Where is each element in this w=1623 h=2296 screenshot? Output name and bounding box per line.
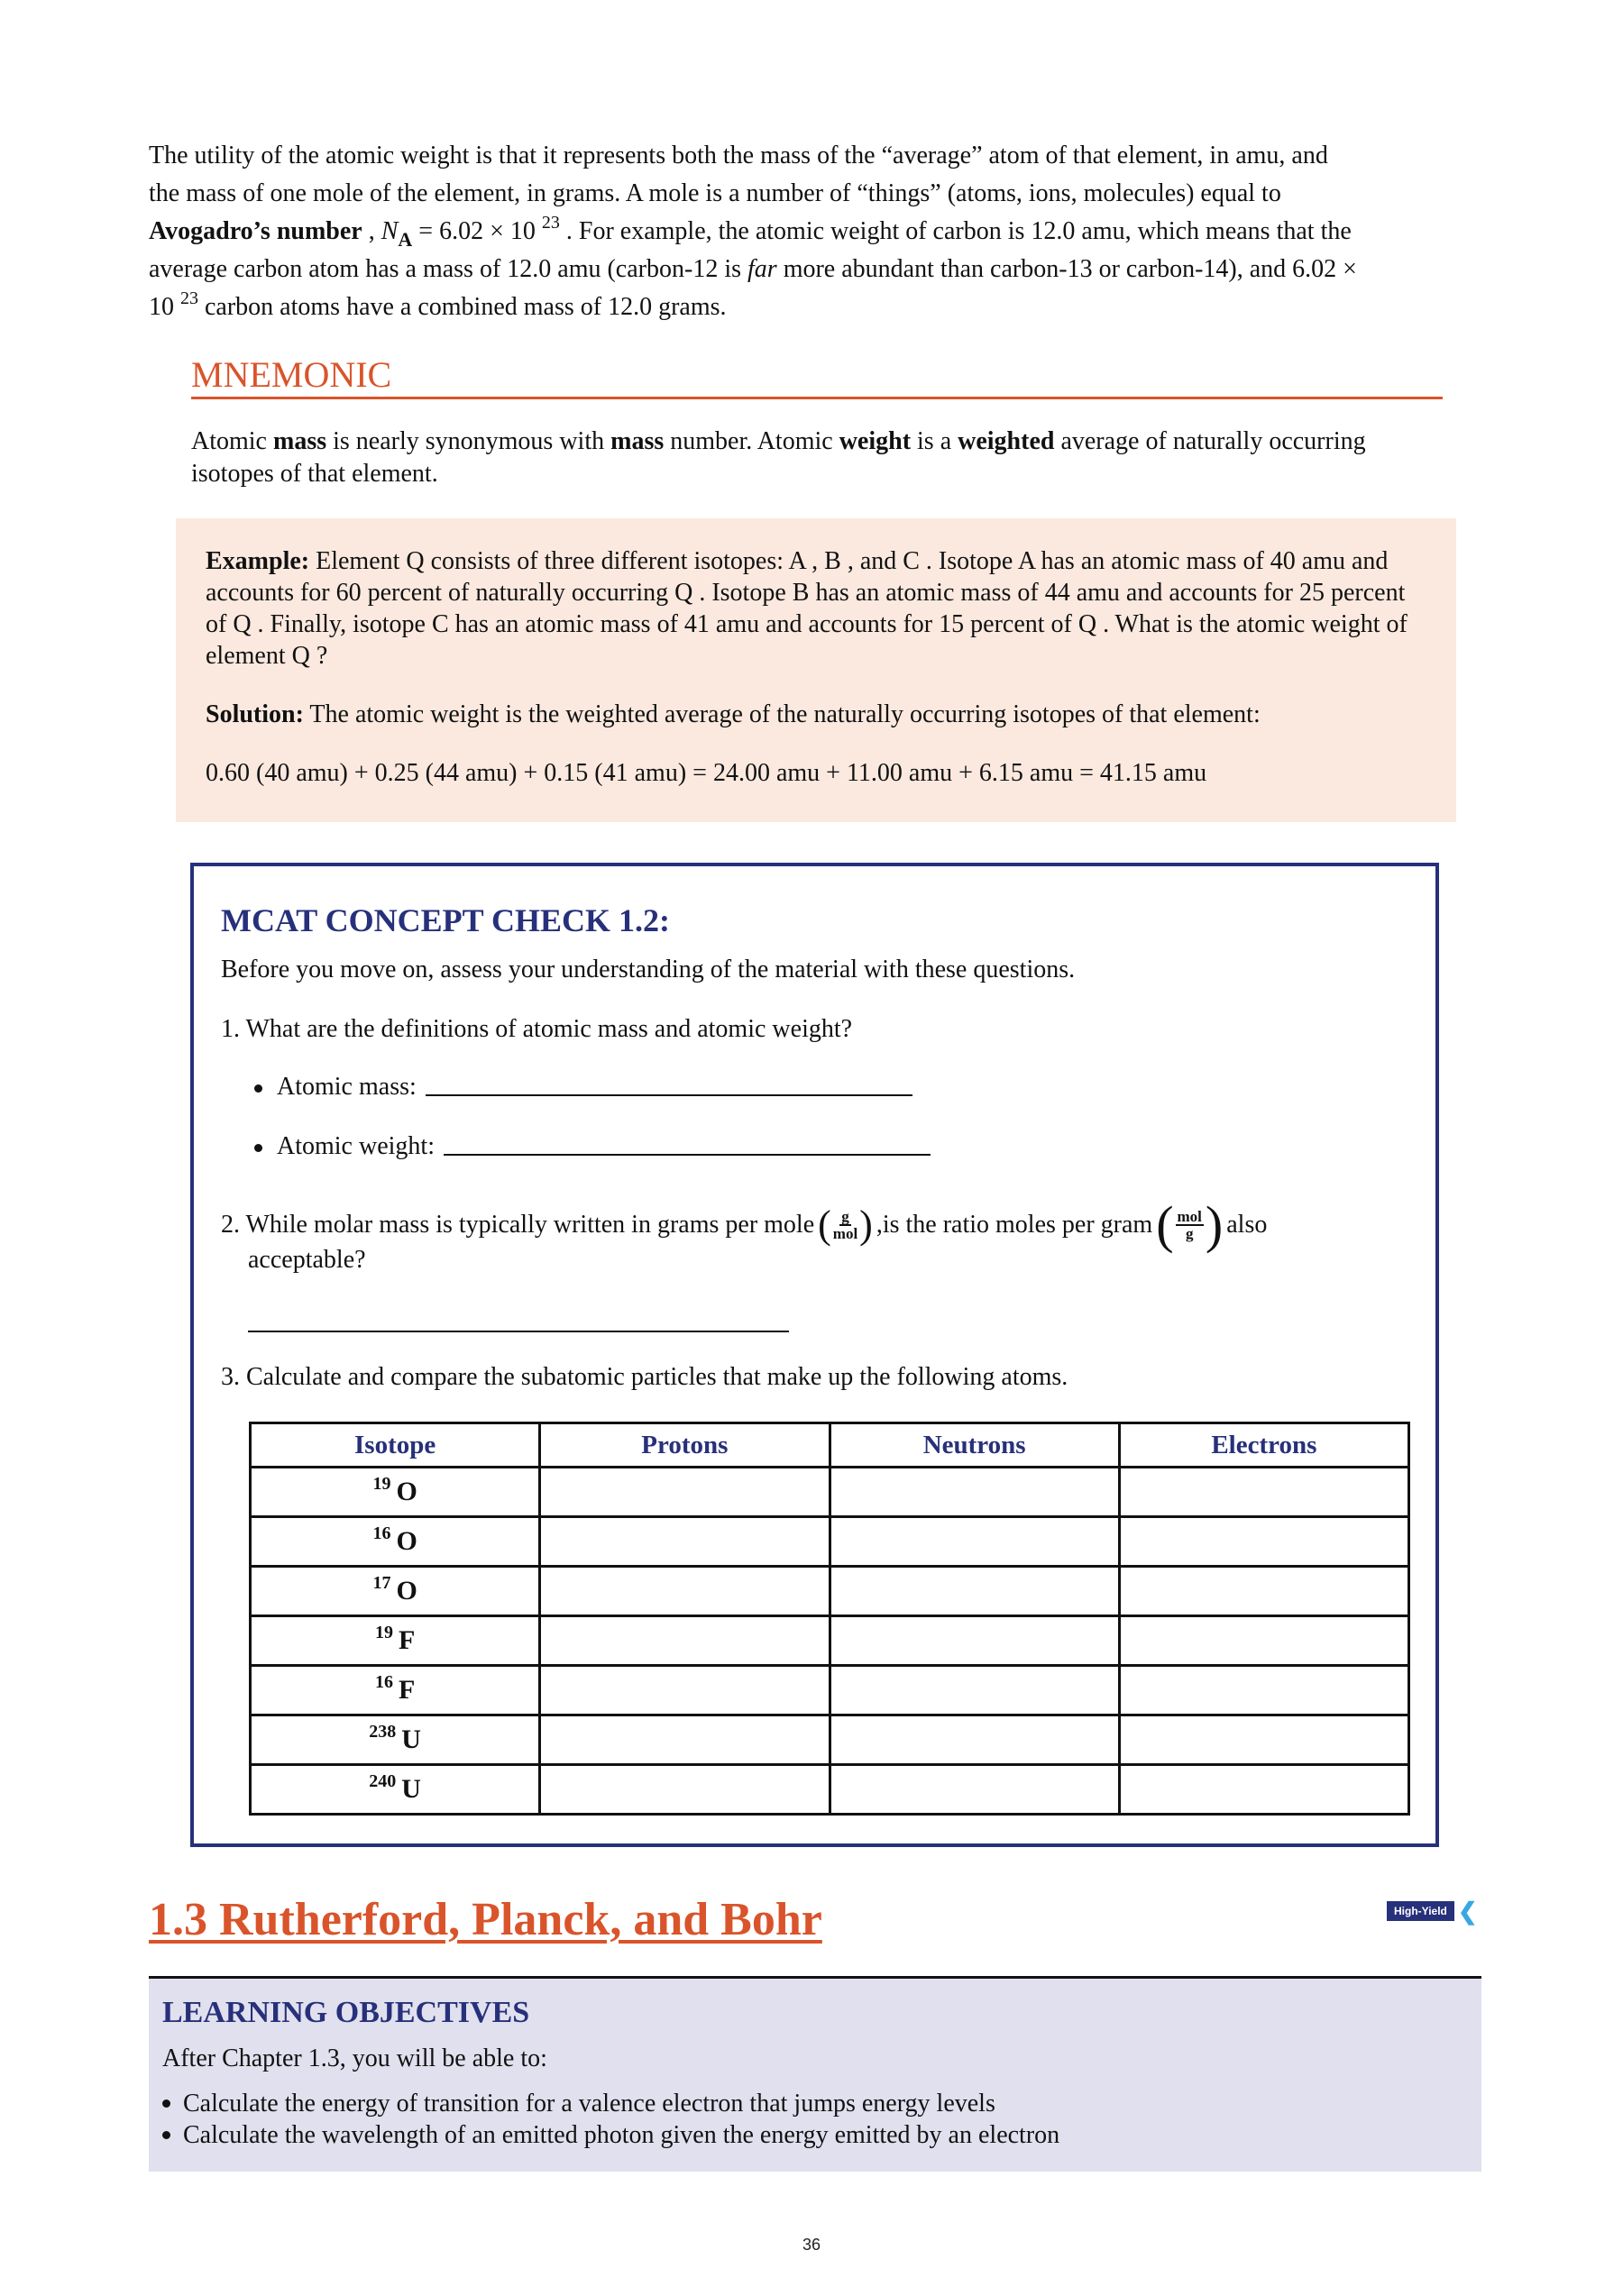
element-symbol: U bbox=[401, 1774, 421, 1804]
mass-number: 240 bbox=[369, 1771, 397, 1791]
bold-term: weighted bbox=[958, 427, 1055, 455]
example-label: Example: bbox=[206, 547, 310, 575]
element-symbol: F bbox=[398, 1675, 416, 1705]
mass-number: 238 bbox=[369, 1722, 397, 1742]
protons-cell[interactable] bbox=[540, 1517, 830, 1567]
fraction-g-per-mol: ( g mol ) bbox=[818, 1203, 873, 1247]
answer-blank-question-2[interactable] bbox=[248, 1331, 789, 1332]
electrons-cell[interactable] bbox=[1119, 1616, 1408, 1666]
element-symbol: O bbox=[396, 1576, 417, 1605]
bold-term: weight bbox=[839, 427, 912, 455]
answer-atomic-mass bbox=[254, 1073, 912, 1102]
element-symbol: O bbox=[396, 1526, 417, 1556]
mass-number: 17 bbox=[372, 1573, 391, 1593]
fraction-numerator: g bbox=[841, 1208, 849, 1225]
electrons-cell[interactable] bbox=[1119, 1765, 1408, 1815]
answer-blank-atomic-mass[interactable] bbox=[426, 1093, 912, 1096]
question-3: 3. Calculate and compare the subatomic particles that make up the following atoms. bbox=[221, 1363, 1068, 1391]
intro-line: The utility of the atomic weight is that it represents both the mass of the “average” atom of that element, in amu, and bbox=[149, 142, 1328, 169]
exponent: 23 bbox=[180, 288, 198, 308]
text: Atomic bbox=[191, 427, 273, 455]
fraction-mol-per-g: ( mol g ) bbox=[1156, 1195, 1224, 1254]
intro-line bbox=[149, 251, 1501, 288]
isotope-table bbox=[249, 1422, 1410, 1816]
text: average of naturally occurring isotopes of that element. bbox=[191, 427, 1366, 488]
fraction-numerator: mol bbox=[1177, 1208, 1202, 1225]
header-electrons: Electrons bbox=[1119, 1423, 1408, 1468]
answer-label: Atomic mass: bbox=[277, 1073, 417, 1101]
bullet-icon bbox=[254, 1084, 262, 1093]
protons-cell[interactable] bbox=[540, 1666, 830, 1715]
example-question bbox=[206, 545, 1432, 672]
mnemonic-text bbox=[191, 425, 1444, 490]
example-calculation: 0.60 (40 amu) + 0.25 (44 amu) + 0.15 (41 amu) = 24.00 amu + 11.00 amu + 6.15 amu = 41.15 amu bbox=[206, 759, 1207, 787]
answer-blank-atomic-weight[interactable] bbox=[444, 1153, 931, 1156]
emphasis: far bbox=[747, 255, 777, 283]
neutrons-cell[interactable] bbox=[830, 1616, 1119, 1666]
question-1: 1. What are the definitions of atomic mass and atomic weight? bbox=[221, 1015, 853, 1043]
text: 10 bbox=[149, 293, 180, 321]
electrons-cell[interactable] bbox=[1119, 1517, 1408, 1567]
learning-objectives-list bbox=[162, 2088, 1059, 2151]
table-row bbox=[251, 1765, 1409, 1815]
mass-number: 19 bbox=[372, 1474, 391, 1494]
avogadro-subscript: A bbox=[398, 228, 413, 251]
protons-cell[interactable] bbox=[540, 1616, 830, 1666]
electrons-cell[interactable] bbox=[1119, 1715, 1408, 1765]
list-item bbox=[162, 2088, 1059, 2119]
isotope-cell bbox=[251, 1468, 540, 1517]
neutrons-cell[interactable] bbox=[830, 1468, 1119, 1517]
concept-check-title: MCAT CONCEPT CHECK 1.2: bbox=[221, 902, 671, 938]
concept-check-intro: Before you move on, assess your understanding of the material with these questions. bbox=[221, 956, 1076, 983]
protons-cell[interactable] bbox=[540, 1715, 830, 1765]
table-row bbox=[251, 1715, 1409, 1765]
text: also bbox=[1226, 1211, 1268, 1239]
bullet-icon bbox=[162, 2131, 170, 2139]
element-symbol: F bbox=[398, 1625, 416, 1655]
chevron-left-icon: ❮ bbox=[1457, 1898, 1478, 1925]
table-row bbox=[251, 1517, 1409, 1567]
answer-label: Atomic weight: bbox=[277, 1132, 435, 1160]
bullet-icon bbox=[254, 1144, 262, 1152]
element-symbol: O bbox=[396, 1477, 417, 1506]
isotope-cell bbox=[251, 1567, 540, 1616]
neutrons-cell[interactable] bbox=[830, 1517, 1119, 1567]
mnemonic-heading: MNEMONIC bbox=[191, 354, 392, 395]
neutrons-cell[interactable] bbox=[830, 1567, 1119, 1616]
neutrons-cell[interactable] bbox=[830, 1666, 1119, 1715]
bold-term: mass bbox=[273, 427, 327, 455]
text: is nearly synonymous with bbox=[326, 427, 611, 455]
header-protons: Protons bbox=[540, 1423, 830, 1468]
section-title: 1.3 Rutherford, Planck, and Bohr bbox=[149, 1894, 822, 1945]
avogadro-term: Avogadro’s number bbox=[149, 217, 362, 245]
example-solution bbox=[206, 699, 1432, 730]
answer-atomic-weight bbox=[254, 1132, 931, 1161]
protons-cell[interactable] bbox=[540, 1468, 830, 1517]
text: more abundant than carbon-13 or carbon-14), and 6.02 × bbox=[776, 255, 1357, 283]
high-yield-label: High-Yield bbox=[1387, 1901, 1454, 1921]
mass-number: 19 bbox=[374, 1623, 393, 1642]
header-isotope: Isotope bbox=[251, 1423, 540, 1468]
mass-number: 16 bbox=[374, 1672, 393, 1692]
fraction-denominator: mol bbox=[832, 1225, 858, 1242]
fraction-denominator: g bbox=[1185, 1225, 1194, 1242]
question-2-continued: acceptable? bbox=[248, 1246, 366, 1274]
isotope-cell bbox=[251, 1715, 540, 1765]
intro-line bbox=[149, 288, 1501, 326]
example-box bbox=[176, 518, 1456, 822]
text: carbon atoms have a combined mass of 12.0 grams. bbox=[198, 293, 727, 321]
protons-cell[interactable] bbox=[540, 1567, 830, 1616]
table-row bbox=[251, 1666, 1409, 1715]
page-number: 36 bbox=[802, 2236, 821, 2254]
solution-label: Solution: bbox=[206, 700, 304, 728]
element-symbol: U bbox=[401, 1724, 421, 1754]
learning-objectives-title: LEARNING OBJECTIVES bbox=[162, 1996, 530, 2029]
intro-paragraph bbox=[149, 137, 1501, 326]
text: 2. While molar mass is typically written in grams per mole bbox=[221, 1211, 815, 1239]
table-row bbox=[251, 1616, 1409, 1666]
header-neutrons: Neutrons bbox=[830, 1423, 1119, 1468]
learning-objectives-intro: After Chapter 1.3, you will be able to: bbox=[162, 2044, 547, 2072]
avogadro-symbol: N bbox=[381, 217, 399, 245]
objective-text: Calculate the energy of transition for a valence electron that jumps energy levels bbox=[183, 2090, 995, 2118]
electrons-cell[interactable] bbox=[1119, 1567, 1408, 1616]
intro-line bbox=[149, 213, 1501, 251]
intro-line: the mass of one mole of the element, in grams. A mole is a number of “things” (atoms, ions, molecules) equal to bbox=[149, 179, 1281, 207]
text: number. Atomic bbox=[664, 427, 839, 455]
mass-number: 16 bbox=[372, 1523, 391, 1543]
electrons-cell[interactable] bbox=[1119, 1468, 1408, 1517]
objective-text: Calculate the wavelength of an emitted photon given the energy emitted by an electron bbox=[183, 2121, 1060, 2149]
table-header-row bbox=[251, 1423, 1409, 1468]
neutrons-cell[interactable] bbox=[830, 1765, 1119, 1815]
text: . For example, the atomic weight of carbon is 12.0 amu, which means that the bbox=[559, 217, 1352, 245]
isotope-cell bbox=[251, 1616, 540, 1666]
bullet-icon bbox=[162, 2099, 170, 2108]
isotope-cell bbox=[251, 1765, 540, 1815]
text: is a bbox=[911, 427, 958, 455]
bold-term: mass bbox=[610, 427, 665, 455]
protons-cell[interactable] bbox=[540, 1765, 830, 1815]
list-item bbox=[162, 2119, 1059, 2151]
text: average carbon atom has a mass of 12.0 amu (carbon-12 is bbox=[149, 255, 747, 283]
text: ,is the ratio moles per gram bbox=[876, 1211, 1153, 1239]
isotope-cell bbox=[251, 1517, 540, 1567]
neutrons-cell[interactable] bbox=[830, 1715, 1119, 1765]
solution-text: The atomic weight is the weighted average of the naturally occurring isotopes of that element: bbox=[303, 700, 1261, 728]
text: = 6.02 × 10 bbox=[412, 217, 542, 245]
exponent: 23 bbox=[541, 213, 560, 233]
isotope-cell bbox=[251, 1666, 540, 1715]
mnemonic-divider bbox=[191, 397, 1443, 399]
electrons-cell[interactable] bbox=[1119, 1666, 1408, 1715]
table-row bbox=[251, 1468, 1409, 1517]
example-text: Element Q consists of three different isotopes: A , B , and C . Isotope A has an atomic mass of 40 amu and accounts for 60 percent of naturally occurring Q . Isotope B has an atomic mass of 44 amu and accounts for 25 percent of Q . Finally, isotope C has an atomic mass of 41 amu and accounts for 15 percent of Q . What is the atomic weight of element Q ? bbox=[206, 547, 1408, 670]
question-2 bbox=[221, 1195, 1268, 1254]
table-row bbox=[251, 1567, 1409, 1616]
high-yield-badge bbox=[1387, 1899, 1478, 1923]
text: , bbox=[362, 217, 381, 245]
